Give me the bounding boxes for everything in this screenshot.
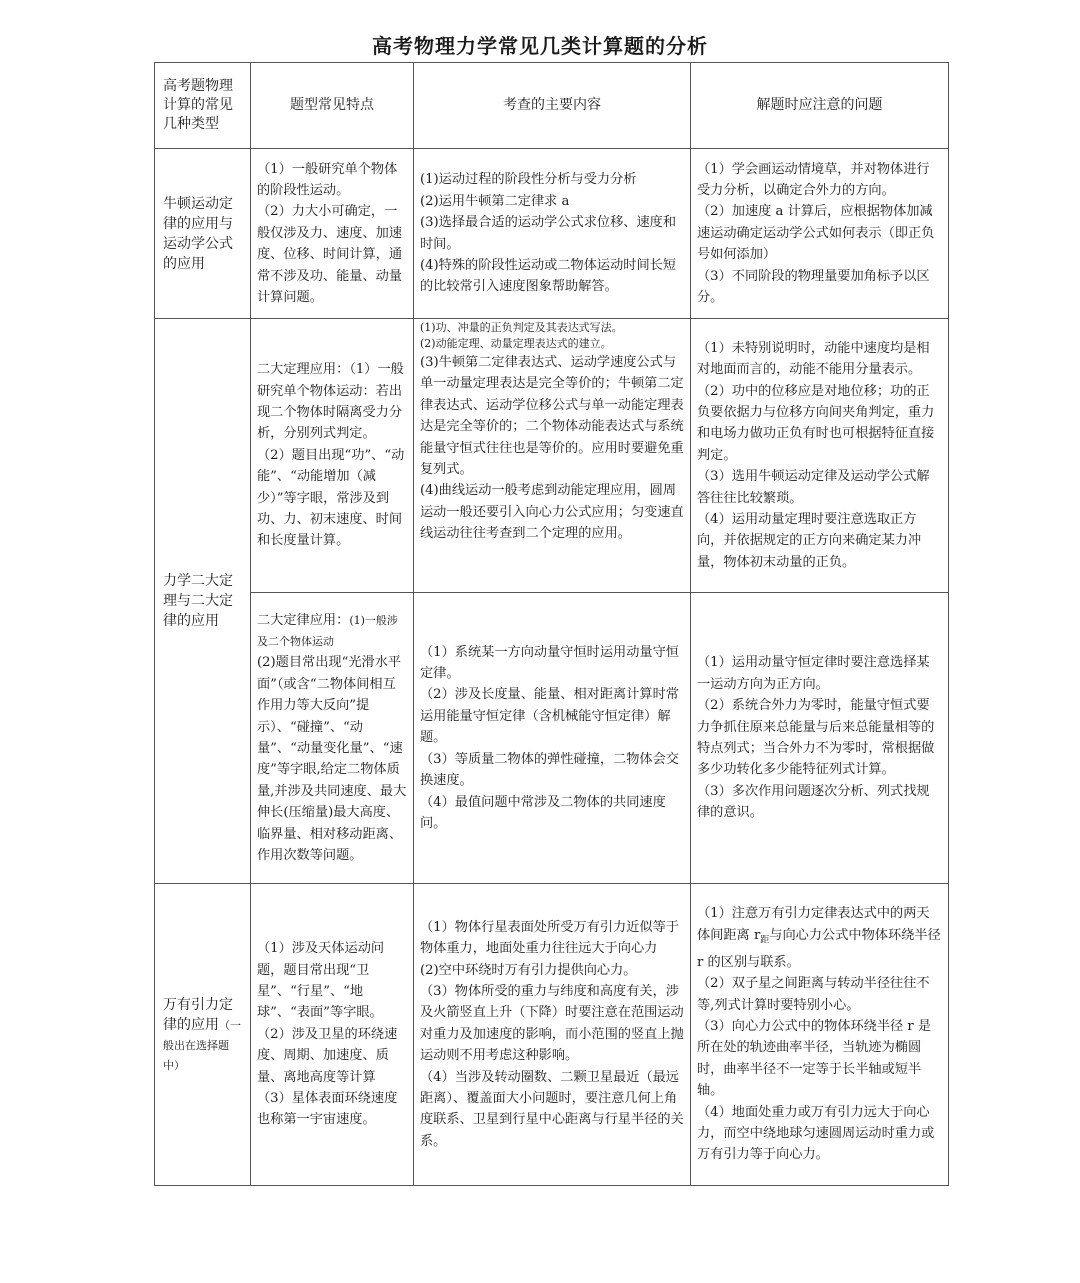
content-item: (4)曲线运动一般考虑到动能定理应用，圆周运动一般还要引入向心力公式应用；匀变速直线运动往往考查到二个定理的应用。 bbox=[420, 483, 684, 542]
note-item: （2）加速度 a 计算后，应根据物体加减速运动确定运动学公式如何表示（即正负号如何添加） bbox=[697, 204, 935, 263]
note-item: （3）不同阶段的物理量要加角标予以区分。 bbox=[697, 268, 930, 306]
note-text: （1）注意万有引力定律表达式中的两天体间距离 r bbox=[697, 906, 930, 943]
feature-item: （2）力大小可确定，一般仅涉及力、速度、加速度、位移、时间计算，通常不涉及功、能量、动量计算问题。 bbox=[257, 204, 403, 306]
row-features bbox=[251, 319, 414, 593]
content-item: （4）最值问题中常涉及二物体的共同速度问。 bbox=[420, 794, 666, 831]
row-category: 牛顿运动定律的应用与运动学公式的应用 bbox=[155, 149, 251, 319]
content-item: （3）物体所受的重力与纬度和高度有关，涉及火箭竖直上升（下降）时要注意在范围运动对重力及加速度的影响，而小范围的竖直上抛运动则不用考虑这种影响。 bbox=[420, 983, 684, 1064]
note-item bbox=[697, 903, 942, 973]
content-item: （2）涉及长度量、能量、相对距离计算时常运用能量守恒定律（含机械能守恒定律）解题。 bbox=[420, 687, 679, 746]
row-content bbox=[414, 593, 691, 884]
content-item: (2)空中环绕时万有引力提供向心力。 bbox=[420, 962, 637, 978]
note-item: （2）双子星之间距离与转动半径往往不等,列式计算时要特别小心。 bbox=[697, 976, 930, 1013]
content-item: （1）物体行星表面处所受万有引力近似等于物体重力，地面处重力往往远大于向心力 bbox=[420, 919, 679, 957]
note-item: （4）地面处重力或万有引力远大于向心力，而空中绕地球匀速圆周运动时重力或万有引力等于向心力。 bbox=[697, 1104, 935, 1163]
analysis-table bbox=[154, 62, 949, 1186]
header-notes: 解题时应注意的问题 bbox=[691, 63, 949, 149]
page-title: 高考物理力学常见几类计算题的分析 bbox=[372, 34, 708, 58]
header-features: 题型常见特点 bbox=[251, 63, 414, 149]
row-features bbox=[251, 593, 414, 884]
feature-lead: 二大定律应用： bbox=[257, 612, 350, 628]
row-content bbox=[414, 149, 691, 319]
content-item: (3)牛顿第二定律表达式、运动学速度公式与单一动量定理表达是完全等价的；牛顿第二定律表达式、运动学位移公式与单一动能定理表达是完全等价的；二个物体动能表达式与系统能量守恒式往往也是等价的。应用时要避免重复列式。 bbox=[420, 355, 684, 478]
note-item: （1）未特别说明时，动能中速度均是相对地面而言的，动能不能用分量表示。 bbox=[697, 340, 930, 378]
feature-item: （1）涉及天体运动问题，题目常出现“卫星”、“行星”、“地球”、“表面”等字眼。 bbox=[257, 941, 385, 1021]
table-row bbox=[155, 319, 949, 593]
content-item: （1）系统某一方向动量守恒时运用动量守恒定律。 bbox=[420, 644, 679, 682]
row-content bbox=[414, 884, 691, 1186]
category-label: 万有引力定律的应用 bbox=[163, 996, 233, 1033]
note-item: （2）系统合外力为零时，能量守恒式要力争抓住原来总能量与后来总能量相等的特点列式；当合外力不为零时，常根据做多少功转化多少能特征列式计算。 bbox=[697, 698, 935, 778]
feature-item: （2）涉及卫星的环绕速度、周期、加速度、质量、离地高度等计算 bbox=[257, 1026, 398, 1085]
row-notes bbox=[691, 884, 949, 1186]
content-item: (1)运动过程的阶段性分析与受力分析 bbox=[420, 172, 637, 188]
note-item: （1）学会画运动情境草，并对物体进行受力分析，以确定合外力的方向。 bbox=[697, 161, 930, 198]
content-item: (3)选择最合适的运动学公式求位移、速度和时间。 bbox=[420, 215, 677, 252]
feature-item: （2）题目出现“功”、“动能”、“动能增加（减少）”等字眼，常涉及到功、力、初末速度、时间和长度量计算。 bbox=[257, 447, 405, 549]
note-item: （1）运用动量守恒定律时要注意选择某一运动方向为正方向。 bbox=[697, 655, 930, 692]
content-item: (2)动能定理、动量定理表达式的建立。 bbox=[420, 337, 612, 350]
row-category bbox=[155, 884, 251, 1186]
row-category: 力学二大定理与二大定律的应用 bbox=[155, 319, 251, 884]
content-item: (2)运用牛顿第二定律求 a bbox=[420, 193, 570, 209]
feature-item: （1）一般研究单个物体的阶段性运动。 bbox=[257, 161, 398, 198]
row-notes bbox=[691, 593, 949, 884]
content-item: （3）等质量二物体的弹性碰撞，二物体会交换速度。 bbox=[420, 751, 679, 789]
note-subscript: 距 bbox=[760, 935, 770, 946]
feature-item: （3）星体表面环绕速度也称第一宇宙速度。 bbox=[257, 1091, 398, 1128]
note-item: （3）多次作用问题逐次分析、列式找规律的意识。 bbox=[697, 783, 930, 821]
content-item: (1)功、冲量的正负判定及其表达式写法。 bbox=[420, 321, 623, 334]
note-text: 与向心力公式中物体环绕半径 r 的区别与联系。 bbox=[697, 927, 941, 970]
content-item: （4）当涉及转动圈数、二颗卫星最近（最远距离）、覆盖面大小问题时，要注意几何上角度联系、卫星到行星中心距离与行星半径的关系。 bbox=[420, 1069, 684, 1149]
row-features bbox=[251, 149, 414, 319]
note-item: （3）向心力公式中的物体环绕半径 r 是所在处的轨迹曲率半径，当轨迹为椭圆时，曲率半径不一定等于长半轴或短半轴。 bbox=[697, 1018, 932, 1099]
row-features bbox=[251, 884, 414, 1186]
feature-item: 二大定理应用：（1）一般研究单个物体运动：若出现二个物体时隔离受力分析，分别列式判定。 bbox=[257, 362, 404, 442]
row-notes bbox=[691, 149, 949, 319]
header-type: 高考题物理计算的常见几种类型 bbox=[155, 63, 251, 149]
header-content: 考查的主要内容 bbox=[414, 63, 691, 149]
feature-lead-small: (1)一般涉及二个物体运动 bbox=[257, 613, 398, 648]
table-header-row bbox=[155, 63, 949, 149]
table-row bbox=[155, 593, 949, 884]
category-note: （一般出在选择题中） bbox=[163, 1018, 241, 1072]
table-row bbox=[155, 884, 949, 1186]
note-item: （4）运用动量定理时要注意选取正方向，并依据规定的正方向来确定某力冲量，物体初末动量的正负。 bbox=[697, 512, 922, 570]
note-item: （3）选用牛顿运动定律及运动学公式解答往往比较繁琐。 bbox=[697, 469, 930, 506]
row-notes bbox=[691, 319, 949, 593]
content-item: (4)特殊的阶段性运动或二物体运动时间长短的比较常引入速度图象帮助解答。 bbox=[420, 257, 677, 295]
feature-item: (2)题目常出现“光滑水平面”（或含“二物体间相互作用力等大反向”提示）、“碰撞”、“动量”、“动量变化量”、“速度”等字眼,给定二物体质量,并涉及共同速度、最大伸长(压缩量)最大高度、临界量、相对移动距离、作用次数等问题。 bbox=[257, 655, 407, 864]
note-item: （2）功中的位移应是对地位移；功的正负要依据力与位移方向间夹角判定，重力和电场力做功正负有时也可根据特征直接判定。 bbox=[697, 383, 935, 463]
row-content bbox=[414, 319, 691, 593]
table-row bbox=[155, 149, 949, 319]
